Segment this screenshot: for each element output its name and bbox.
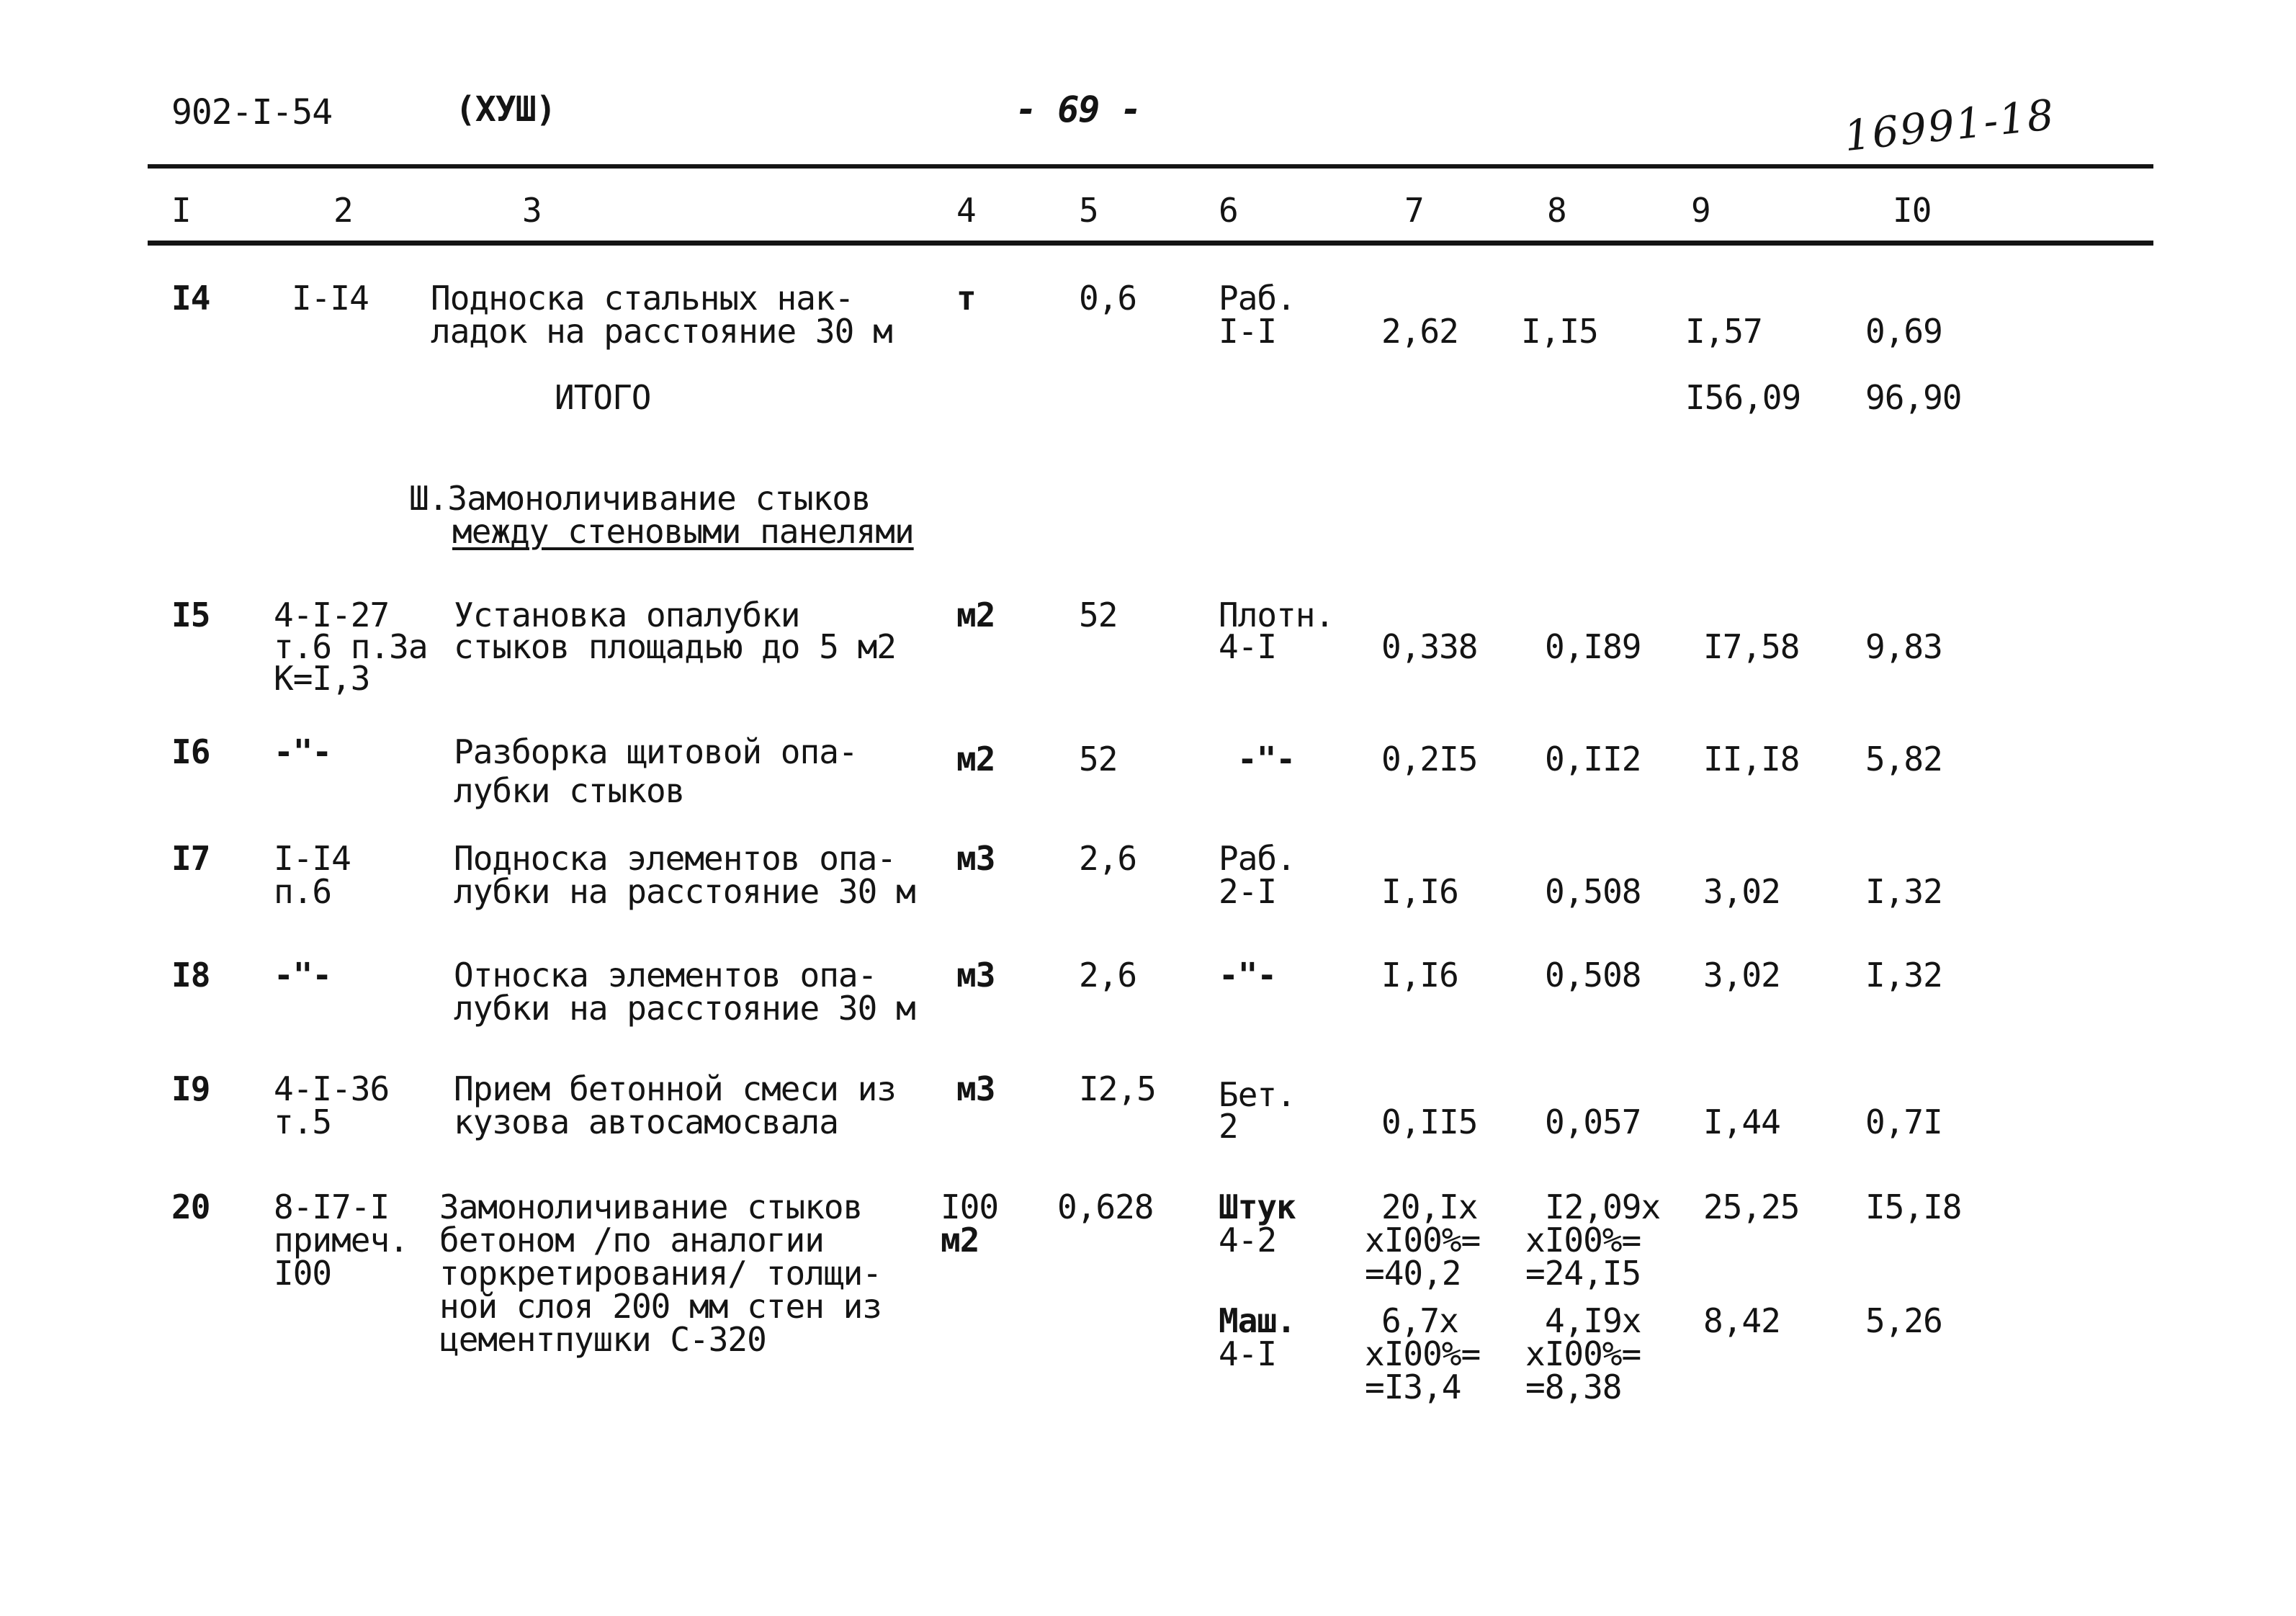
work-description: лубки на расстояние 30 м <box>454 872 915 911</box>
unit: м3 <box>956 839 995 878</box>
column-header: 6 <box>1219 191 1238 230</box>
row-number: I8 <box>171 956 210 995</box>
quantity: 52 <box>1079 740 1118 778</box>
quantity: 52 <box>1079 596 1118 634</box>
col7-value: I,I6 <box>1381 956 1458 995</box>
unit: м2 <box>956 596 995 634</box>
worker-category: Плотн. <box>1219 596 1335 634</box>
col7-value: 2,62 <box>1381 312 1458 351</box>
quantity: I2,5 <box>1079 1069 1156 1108</box>
worker-category: 4-2 <box>1219 1221 1277 1260</box>
col8-value: 4,I9х <box>1545 1301 1641 1340</box>
norm-code: I-I4 <box>292 279 369 318</box>
col7-value: 0,II5 <box>1381 1103 1478 1141</box>
norm-code: п.6 <box>274 872 332 911</box>
work-description: торкретирования/ толщи- <box>439 1254 882 1293</box>
col7-value: 0,2I5 <box>1381 740 1478 778</box>
col10-value: 5,82 <box>1865 740 1942 778</box>
col7-value: 20,Iх <box>1381 1188 1478 1226</box>
col8-value: 0,I89 <box>1545 627 1641 666</box>
col7-value: хI00%= <box>1365 1334 1481 1373</box>
worker-category: Бет. <box>1219 1075 1296 1114</box>
col9-value: I,44 <box>1703 1103 1780 1141</box>
col7-value: 0,338 <box>1381 627 1478 666</box>
col7-value: 6,7х <box>1381 1301 1458 1340</box>
col9-value: 3,02 <box>1703 872 1780 911</box>
column-header: I <box>171 191 191 230</box>
quantity: 2,6 <box>1079 839 1137 878</box>
norm-code: 4-I-27 <box>274 596 390 634</box>
page-number: - 69 - <box>1015 89 1142 130</box>
header-rule <box>148 241 2153 246</box>
column-header: 8 <box>1547 191 1566 230</box>
column-header: 5 <box>1079 191 1098 230</box>
total-label: ИТОГО <box>555 378 651 417</box>
work-description: цементпушки С-320 <box>439 1320 766 1359</box>
section-heading-line: между стеновыми панелями <box>452 512 914 551</box>
work-description: бетоном /по аналогии <box>439 1221 824 1260</box>
work-description: Прием бетонной смеси из <box>454 1069 896 1108</box>
norm-code: К=I,3 <box>274 659 370 698</box>
unit: м2 <box>941 1221 979 1260</box>
column-header: 4 <box>956 191 976 230</box>
col7-value: хI00%= <box>1365 1221 1481 1260</box>
quantity: 2,6 <box>1079 956 1137 995</box>
work-description: Замоноличивание стыков <box>439 1188 863 1226</box>
norm-code: I-I4 <box>274 839 351 878</box>
document-code: 902-I-54 <box>171 92 333 133</box>
worker-category: 4-I <box>1219 1334 1277 1373</box>
work-description: Подноска стальных нак- <box>431 279 854 318</box>
worker-category: Раб. <box>1219 279 1296 318</box>
col10-value: 0,7I <box>1865 1103 1942 1141</box>
col8-value: хI00%= <box>1525 1334 1641 1373</box>
unit: м3 <box>956 1069 995 1108</box>
total-col9: I56,09 <box>1685 378 1801 417</box>
work-description: Относка элементов опа- <box>454 956 877 995</box>
norm-code: I00 <box>274 1254 332 1293</box>
col10-value: I5,I8 <box>1865 1188 1962 1226</box>
unit: т <box>956 279 976 318</box>
column-header: 7 <box>1404 191 1424 230</box>
col8-value: =8,38 <box>1525 1368 1622 1406</box>
work-description: Разборка щитовой опа- <box>454 732 858 771</box>
unit: I00 <box>941 1188 999 1226</box>
col9-value: 3,02 <box>1703 956 1780 995</box>
row-number: I6 <box>171 732 210 771</box>
col9-value: II,I8 <box>1703 740 1800 778</box>
col10-value: 0,69 <box>1865 312 1942 351</box>
quantity: 0,6 <box>1079 279 1137 318</box>
worker-category: 4-I <box>1219 627 1277 666</box>
worker-category: Штук <box>1219 1188 1296 1226</box>
unit: м2 <box>956 740 995 778</box>
col10-value: I,32 <box>1865 956 1942 995</box>
column-header: I0 <box>1893 191 1932 230</box>
work-description: Подноска элементов опа- <box>454 839 896 878</box>
col9-value: 8,42 <box>1703 1301 1780 1340</box>
col9-value: I7,58 <box>1703 627 1800 666</box>
work-description: лубки стыков <box>454 771 685 810</box>
col8-value: 0,508 <box>1545 872 1641 911</box>
col8-value: I2,09х <box>1545 1188 1661 1226</box>
section-number: (ХУШ) <box>455 89 556 130</box>
col10-value: 9,83 <box>1865 627 1942 666</box>
total-col10: 96,90 <box>1865 378 1962 417</box>
column-header: 3 <box>522 191 542 230</box>
norm-code: 4-I-36 <box>274 1069 390 1108</box>
work-description: Установка опалубки <box>454 596 800 634</box>
col8-value: хI00%= <box>1525 1221 1641 1260</box>
work-description: лубки на расстояние 30 м <box>454 989 915 1028</box>
norm-code: примеч. <box>274 1221 408 1260</box>
col9-value: I,57 <box>1685 312 1762 351</box>
worker-category: -"- <box>1237 740 1296 778</box>
worker-category: 2-I <box>1219 872 1277 911</box>
norm-code: т.6 п.3а <box>274 627 428 666</box>
col10-value: I,32 <box>1865 872 1942 911</box>
col8-value: 0,508 <box>1545 956 1641 995</box>
col7-value: =I3,4 <box>1365 1368 1461 1406</box>
row-number: I9 <box>171 1069 210 1108</box>
quantity: 0,628 <box>1057 1188 1154 1226</box>
col9-value: 25,25 <box>1703 1188 1800 1226</box>
col7-value: I,I6 <box>1381 872 1458 911</box>
section-heading-line: Ш.Замоноличивание стыков <box>409 479 871 518</box>
column-header: 9 <box>1691 191 1710 230</box>
work-description: стыков площадью до 5 м2 <box>454 627 896 666</box>
col8-value: I,I5 <box>1521 312 1598 351</box>
col8-value: 0,II2 <box>1545 740 1641 778</box>
col8-value: =24,I5 <box>1525 1254 1641 1293</box>
work-description: ной слоя 200 мм стен из <box>439 1287 882 1326</box>
norm-code: -"- <box>274 956 332 995</box>
col10-value: 5,26 <box>1865 1301 1942 1340</box>
worker-category: Маш. <box>1219 1301 1296 1340</box>
worker-category: -"- <box>1219 956 1277 995</box>
norm-code: 8-I7-I <box>274 1188 390 1226</box>
col7-value: =40,2 <box>1365 1254 1461 1293</box>
row-number: I4 <box>171 279 210 318</box>
worker-category: Раб. <box>1219 839 1296 878</box>
worker-category: I-I <box>1219 312 1277 351</box>
work-description: кузова автосамосвала <box>454 1103 838 1141</box>
row-number: I7 <box>171 839 210 878</box>
unit: м3 <box>956 956 995 995</box>
row-number: I5 <box>171 596 210 634</box>
work-description: ладок на расстояние 30 м <box>431 312 892 351</box>
handwritten-number: 16991-18 <box>1842 89 2058 161</box>
norm-code: -"- <box>274 732 332 771</box>
norm-code: т.5 <box>274 1103 332 1141</box>
top-rule <box>148 164 2153 169</box>
column-header: 2 <box>333 191 353 230</box>
worker-category: 2 <box>1219 1107 1238 1146</box>
col8-value: 0,057 <box>1545 1103 1641 1141</box>
row-number: 20 <box>171 1188 210 1226</box>
